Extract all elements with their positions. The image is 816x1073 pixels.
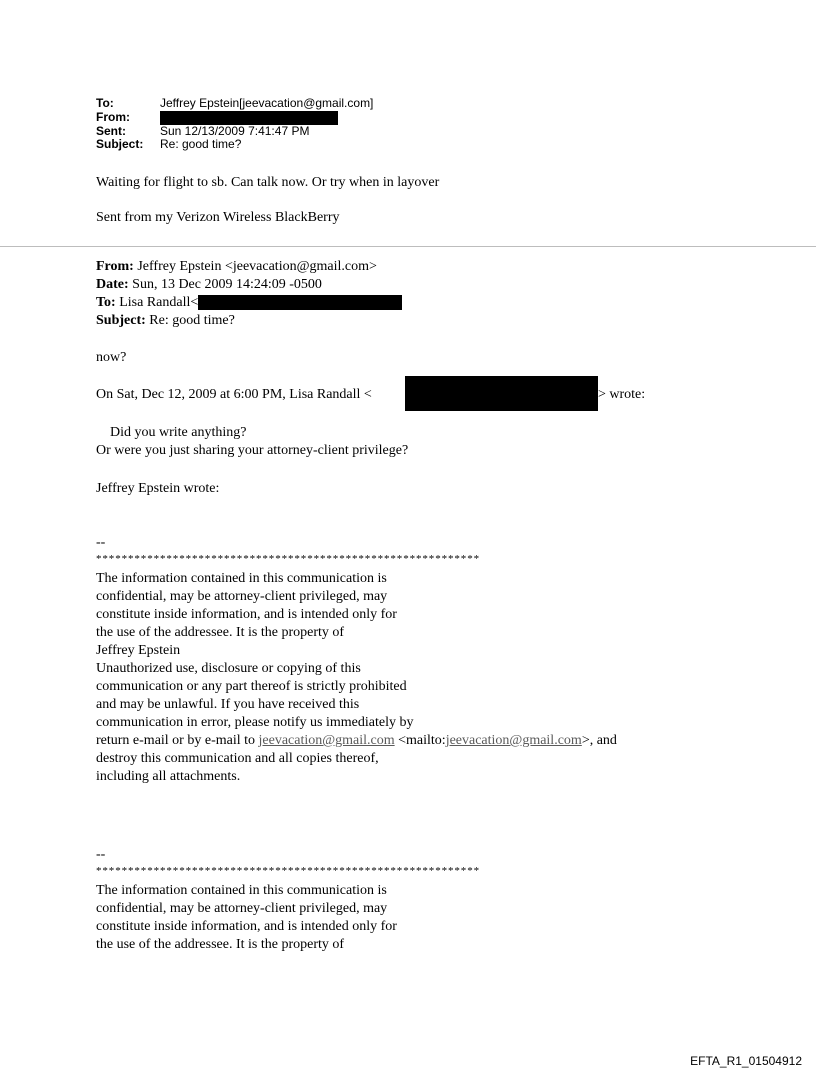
- return-suffix: >, and: [581, 733, 617, 748]
- disclaimer-line: the use of the addressee. It is the property of: [96, 937, 345, 952]
- disclaimer-line: confidential, may be attorney-client privileged, may: [96, 589, 388, 604]
- quoted-subject-value: Re: good time?: [145, 313, 235, 328]
- quoted-from-row: [96, 258, 377, 276]
- quoted-date-label: Date:: [96, 277, 129, 292]
- divider: [0, 246, 816, 247]
- subject-value: Re: good time?: [160, 137, 242, 151]
- return-middle: <mailto:: [394, 733, 446, 748]
- disclaimer-line: communication or any part thereof is strictly prohibited: [96, 679, 407, 694]
- email-link[interactable]: jeevacation@gmail.com: [258, 733, 395, 748]
- disclaimer-line: and may be unlawful. If you have received this: [96, 697, 360, 712]
- return-prefix: return e-mail or by e-mail to: [96, 733, 259, 748]
- disclaimer-line: communication in error, please notify us immediately by: [96, 715, 414, 730]
- now-line: now?: [96, 350, 127, 365]
- signature-stars: ************************************************************: [96, 553, 480, 565]
- to-label: To:: [96, 96, 114, 110]
- sent-value: Sun 12/13/2009 7:41:47 PM: [160, 123, 310, 138]
- header-from-row: [96, 111, 373, 125]
- quoted-to-value: Lisa Randall<: [115, 295, 199, 310]
- quoted-to-label: To:: [96, 295, 116, 310]
- return-email-line: [96, 732, 617, 750]
- signature-stars: ************************************************************: [96, 865, 480, 877]
- header-subject-row: [96, 138, 373, 152]
- document-id: EFTA_R1_01504912: [690, 1054, 802, 1068]
- redaction-box: [160, 111, 338, 125]
- quoted-to-row: [96, 294, 402, 312]
- on-sat-suffix: > wrote:: [598, 387, 646, 402]
- jeffrey-wrote-line: Jeffrey Epstein wrote:: [96, 481, 220, 496]
- to-value: Jeffrey Epstein[jeevacation@gmail.com]: [160, 96, 374, 110]
- redaction-box: [405, 376, 598, 411]
- disclaimer-line: The information contained in this communication is: [96, 883, 387, 898]
- on-sat-prefix: On Sat, Dec 12, 2009 at 6:00 PM, Lisa Randall <: [96, 387, 372, 402]
- disclaimer-line: confidential, may be attorney-client privileged, may: [96, 901, 388, 916]
- disclaimer-line: The information contained in this communication is: [96, 571, 387, 586]
- quoted-date-value: Sun, 13 Dec 2009 14:24:09 -0500: [128, 277, 322, 292]
- subject-label: Subject:: [96, 137, 144, 151]
- redaction-box: [198, 295, 402, 310]
- quoted-from-value: Jeffrey Epstein <jeevacation@gmail.com>: [133, 259, 377, 274]
- mailto-link[interactable]: jeevacation@gmail.com: [445, 733, 582, 748]
- quoted-date-row: [96, 276, 322, 294]
- or-were-you-line: Or were you just sharing your attorney-client privilege?: [96, 443, 409, 458]
- quoted-from-label: From:: [96, 259, 134, 274]
- disclaimer-line: constitute inside information, and is intended only for: [96, 919, 397, 934]
- signature-dash: --: [96, 847, 106, 862]
- quoted-subject-row: [96, 312, 235, 330]
- disclaimer-line: Unauthorized use, disclosure or copying of this: [96, 661, 361, 676]
- header-sent-row: [96, 125, 373, 139]
- including-line: including all attachments.: [96, 769, 241, 784]
- on-sat-line: [96, 386, 372, 404]
- email-header: [96, 97, 373, 152]
- sent-label: Sent:: [96, 123, 126, 138]
- disclaimer-line: the use of the addressee. It is the property of: [96, 625, 345, 640]
- quoted-subject-label: Subject:: [96, 313, 146, 328]
- did-you-write-line: Did you write anything?: [110, 425, 247, 440]
- disclaimer-line: Jeffrey Epstein: [96, 643, 181, 658]
- from-label: From:: [96, 109, 130, 124]
- destroy-line: destroy this communication and all copies thereof,: [96, 751, 379, 766]
- body-line-1: Waiting for flight to sb. Can talk now. Or try when in layover: [96, 175, 440, 190]
- disclaimer-block: [96, 570, 617, 786]
- header-to-row: [96, 97, 373, 111]
- disclaimer-block-2: [96, 882, 397, 954]
- disclaimer-line: constitute inside information, and is intended only for: [96, 607, 397, 622]
- body-line-2: Sent from my Verizon Wireless BlackBerry: [96, 210, 340, 225]
- signature-dash: --: [96, 535, 106, 550]
